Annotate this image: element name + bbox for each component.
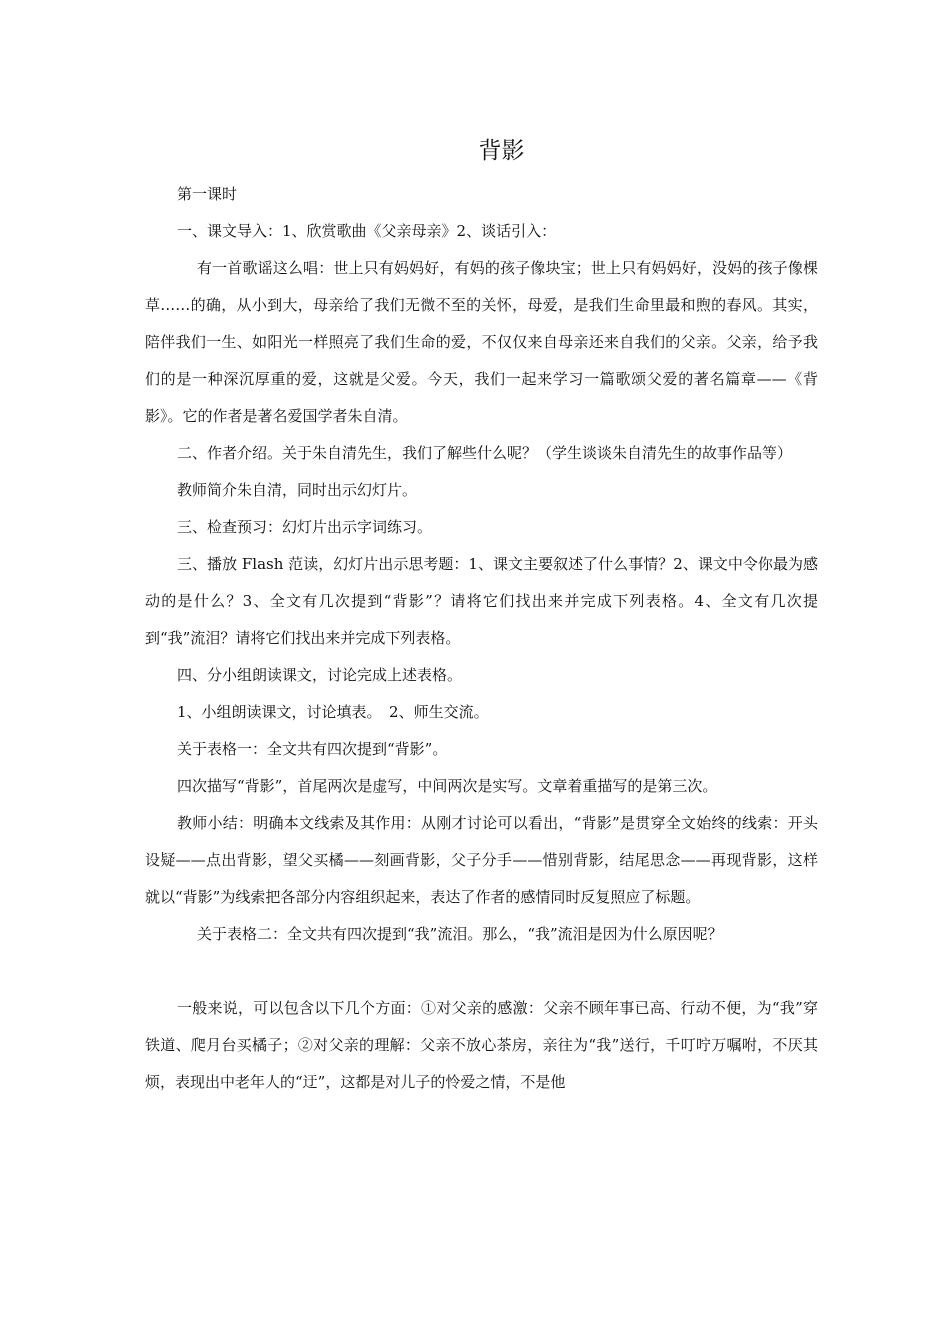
paragraph-introduction: 一、课文导入：1、欣赏歌曲《父亲母亲》2、谈话引入： (177, 222, 557, 240)
paragraph-reasons: 一般来说，可以包含以下几个方面：①对父亲的感激：父亲不顾年事已高、行动不便，为“我”穿铁道、爬月台买橘子；②对父亲的理解：父亲不放心茶房，亲往为“我”送行，千叮咛万嘱咐，不厌其烦，表现出中老年人的“迂”，这都是对儿子的怜爱之情，不是他 (145, 999, 818, 1091)
paragraph-song-intro: 有一首歌谣这么唱：世上只有妈妈好，有妈的孩子像块宝；世上只有妈妈好，没妈的孩子像棵草……的确，从小到大，母亲给了我们无微不至的关怀，母爱，是我们生命里最和煦的春风。其实，陪伴我们一生、如阳光一样照亮了我们生命的爱，不仅仅来自母亲还来自我们的父亲。父亲，给予我们的是一种深沉厚重的爱，这就是父爱。今天，我们一起来学习一篇歌颂父爱的著名篇章——《背影》。它的作者是著名爱国学者朱自清。 (145, 259, 818, 425)
paragraph-teacher-intro: 教师简介朱自清，同时出示幻灯片。 (177, 481, 418, 499)
paragraph-flash-reading: 三、播放 Flash 范读，幻灯片出示思考题：1、课文主要叙述了什么事情？2、课文中令你最为感动的是什么？3、全文有几次提到“背影”？请将它们找出来并完成下列表格。4、全文有几次提到“我”流泪？请将它们找出来并完成下列表格。 (145, 555, 818, 647)
paragraph-preview-check: 三、检查预习：幻灯片出示字词练习。 (177, 518, 433, 536)
paragraph-gap (145, 953, 818, 990)
document-title: 背影 (478, 138, 525, 164)
paragraph-table-one: 关于表格一：全文共有四次提到“背影”。 (177, 740, 448, 758)
paragraph-author-intro: 二、作者介绍。关于朱自清先生，我们了解些什么呢？（学生谈谈朱自清先生的故事作品等） (177, 444, 793, 462)
paragraph-teacher-summary: 教师小结：明确本文线索及其作用：从刚才讨论可以看出，“背影”是贯穿全文始终的线索：开头设疑——点出背影，望父买橘——刻画背影，父子分手——惜别背影，结尾思念——再现背影，这样就以“背影”为线索把各部分内容组织起来，表达了作者的感情同时反复照应了标题。 (145, 814, 818, 906)
paragraph-lesson-period: 第一课时 (177, 185, 238, 203)
paragraph-group-reading: 四、分小组朗读课文，讨论完成上述表格。 (177, 666, 463, 684)
paragraph-group-steps: 1、小组朗读课文，讨论填表。 2、师生交流。 (177, 703, 489, 721)
paragraph-four-descriptions: 四次描写“背影”，首尾两次是虚写，中间两次是实写。文章着重描写的是第三次。 (177, 777, 718, 795)
paragraph-table-two: 关于表格二：全文共有四次提到“我”流泪。那么，“我”流泪是因为什么原因呢？ (197, 925, 723, 943)
